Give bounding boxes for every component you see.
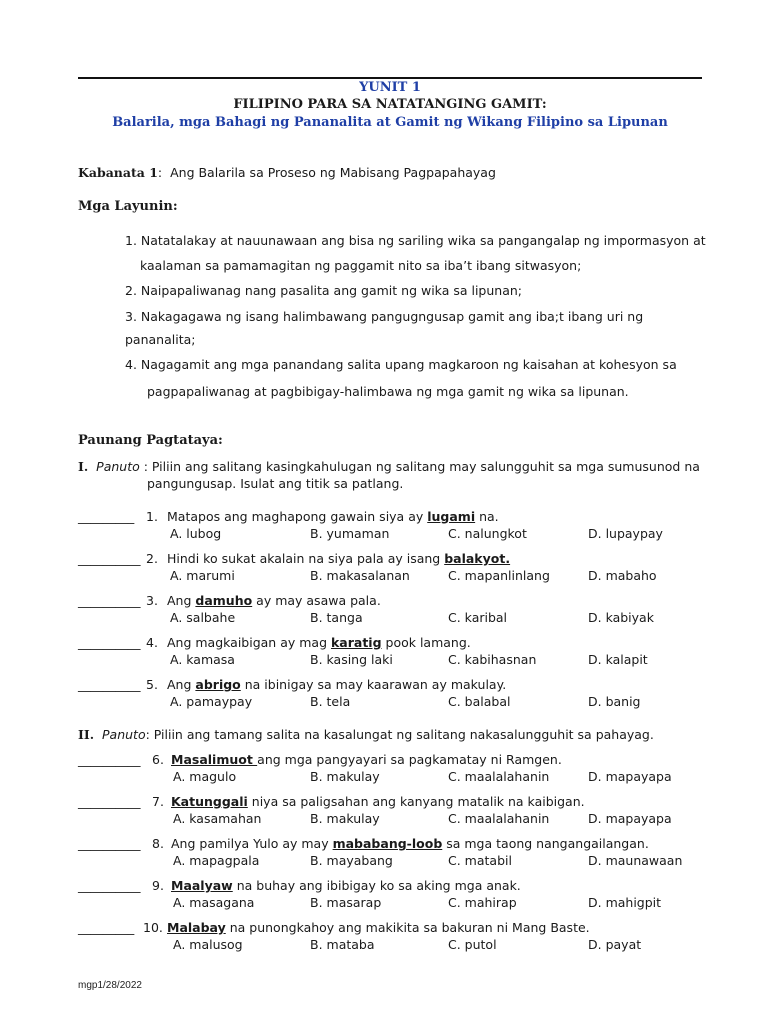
part1-label: Panuto xyxy=(96,459,140,474)
option-b: B. kasing laki xyxy=(310,652,393,667)
top-rule xyxy=(78,77,702,79)
key-word: Masalimuot xyxy=(171,752,258,767)
option-d: D. kalapit xyxy=(588,652,648,667)
answer-blank[interactable]: __________ xyxy=(78,752,141,767)
objectives-heading: Mga Layunin: xyxy=(78,199,178,214)
option-d: D. mapayapa xyxy=(588,769,672,784)
part1-instruction-cont: pangungusap. Isulat ang titik sa patlang. xyxy=(147,476,404,491)
option-a: A. magulo xyxy=(173,769,237,784)
objective-line: kaalaman sa pamamagitan ng paggamit nito sa iba’t ibang sitwasyon; xyxy=(140,258,582,273)
question-5 xyxy=(78,677,708,713)
chapter-line xyxy=(78,165,496,180)
answer-blank[interactable]: __________ xyxy=(78,551,141,566)
question-number: 3. xyxy=(146,593,158,608)
option-c: C. balabal xyxy=(448,694,511,709)
option-d: D. payat xyxy=(588,937,642,952)
question-stem: Maalyaw na buhay ang ibibigay ko sa aking mga anak. xyxy=(171,878,521,893)
question-number: 10. xyxy=(143,920,163,935)
option-d: D. mabaho xyxy=(588,568,657,583)
option-b: B. yumaman xyxy=(310,526,390,541)
objective-line: 4. Nagagamit ang mga panandang salita upang magkaroon ng kaisahan at kohesyon sa xyxy=(125,357,677,372)
document-subtitle: Balarila, mga Bahagi ng Pananalita at Gamit ng Wikang Filipino sa Lipunan xyxy=(112,115,668,130)
option-a: A. malusog xyxy=(173,937,243,952)
part2-numeral: II. xyxy=(78,727,95,742)
question-stem: Matapos ang maghapong gawain siya ay lugami na. xyxy=(167,509,499,524)
answer-blank[interactable]: __________ xyxy=(78,635,141,650)
option-c: C. mahirap xyxy=(448,895,517,910)
key-word: Katunggali xyxy=(171,794,248,809)
question-2 xyxy=(78,551,708,587)
question-number: 8. xyxy=(152,836,164,851)
option-a: A. salbahe xyxy=(170,610,236,625)
option-b: B. mayabang xyxy=(310,853,393,868)
part1-numeral: I. xyxy=(78,459,89,474)
option-c: C. maalalahanin xyxy=(448,769,550,784)
question-stem: Ang pamilya Yulo ay may mababang-loob sa mga taong nangangailangan. xyxy=(171,836,649,851)
question-stem: Masalimuot ang mga pangyayari sa pagkamatay ni Ramgen. xyxy=(171,752,562,767)
key-word: Maalyaw xyxy=(171,878,233,893)
key-word: abrigo xyxy=(195,677,241,692)
unit-heading: YUNIT 1 xyxy=(359,80,421,95)
key-word: damuho xyxy=(195,593,253,608)
question-6 xyxy=(78,752,708,788)
question-7 xyxy=(78,794,708,830)
question-10 xyxy=(78,920,708,956)
part2-text: : Piliin ang tamang salita na kasalungat ng salitang nakasalungguhit sa pahayag. xyxy=(145,727,654,742)
objective-line: pagpapaliwanag at pagbibigay-halimbawa ng mga gamit ng wika sa lipunan. xyxy=(147,384,629,399)
option-a: A. mapagpala xyxy=(173,853,260,868)
answer-blank[interactable]: __________ xyxy=(78,794,141,809)
question-stem: Ang abrigo na ibinigay sa may kaarawan ay makulay. xyxy=(167,677,507,692)
question-stem: Hindi ko sukat akalain na siya pala ay isang balakyot. xyxy=(167,551,511,566)
answer-blank[interactable]: __________ xyxy=(78,593,141,608)
question-number: 5. xyxy=(146,677,158,692)
question-8 xyxy=(78,836,708,872)
option-b: B. makasalanan xyxy=(310,568,410,583)
part2-label: Panuto xyxy=(102,727,146,742)
option-a: A. lubog xyxy=(170,526,222,541)
answer-blank[interactable]: __________ xyxy=(78,878,141,893)
chapter-title: Ang Balarila sa Proseso ng Mabisang Pagpapahayag xyxy=(170,165,496,180)
option-d: D. maunawaan xyxy=(588,853,683,868)
part1-instruction xyxy=(78,459,700,474)
option-a: A. pamaypay xyxy=(170,694,253,709)
chapter-label: Kabanata 1 xyxy=(78,165,158,180)
part2-instruction xyxy=(78,727,654,742)
key-word: lugami xyxy=(427,509,476,524)
document-title: FILIPINO PARA SA NATATANGING GAMIT: xyxy=(233,97,547,112)
option-a: A. marumi xyxy=(170,568,235,583)
question-4 xyxy=(78,635,708,671)
question-9 xyxy=(78,878,708,914)
key-word: karatig xyxy=(330,635,382,650)
option-c: C. nalungkot xyxy=(448,526,527,541)
option-a: A. kamasa xyxy=(170,652,235,667)
option-d: D. banig xyxy=(588,694,641,709)
option-d: D. kabiyak xyxy=(588,610,654,625)
option-b: B. mataba xyxy=(310,937,375,952)
part1-text: : Piliin ang salitang kasingkahulugan ng salitang may salungguhit sa mga sumusunod na xyxy=(139,459,700,474)
option-a: A. masagana xyxy=(173,895,255,910)
question-number: 1. xyxy=(146,509,158,524)
key-word: Malabay xyxy=(167,920,226,935)
option-c: C. kabihasnan xyxy=(448,652,537,667)
question-number: 2. xyxy=(146,551,158,566)
option-b: B. makulay xyxy=(310,769,380,784)
question-stem: Ang magkaibigan ay mag karatig pook lamang. xyxy=(167,635,471,650)
option-d: D. mahigpit xyxy=(588,895,662,910)
question-number: 6. xyxy=(152,752,164,767)
question-number: 4. xyxy=(146,635,158,650)
option-b: B. makulay xyxy=(310,811,380,826)
question-3 xyxy=(78,593,708,629)
option-d: D. mapayapa xyxy=(588,811,672,826)
key-word: balakyot. xyxy=(444,551,511,566)
option-d: D. lupaypay xyxy=(588,526,663,541)
option-c: C. karibal xyxy=(448,610,508,625)
objective-line: pananalita; xyxy=(125,332,196,347)
objective-line: 3. Nakagagawa ng isang halimbawang pangugngusap gamit ang iba;t ibang uri ng xyxy=(125,309,644,324)
option-c: C. mapanlinlang xyxy=(448,568,550,583)
key-word: mababang-loob xyxy=(332,836,443,851)
pretest-heading: Paunang Pagtataya: xyxy=(78,433,223,448)
option-c: C. putol xyxy=(448,937,497,952)
answer-blank[interactable]: __________ xyxy=(78,836,141,851)
option-c: C. maalalahanin xyxy=(448,811,550,826)
option-b: B. tanga xyxy=(310,610,363,625)
answer-blank[interactable]: __________ xyxy=(78,677,141,692)
question-stem: Ang damuho ay may asawa pala. xyxy=(167,593,381,608)
question-number: 9. xyxy=(152,878,164,893)
question-number: 7. xyxy=(152,794,164,809)
footer-code: mgp1/28/2022 xyxy=(78,980,142,991)
option-b: B. tela xyxy=(310,694,351,709)
question-stem: Malabay na punongkahoy ang makikita sa bakuran ni Mang Baste. xyxy=(167,920,590,935)
answer-blank[interactable]: _________ xyxy=(78,509,135,524)
question-stem: Katunggali niya sa paligsahan ang kanyang matalik na kaibigan. xyxy=(171,794,585,809)
option-a: A. kasamahan xyxy=(173,811,262,826)
option-b: B. masarap xyxy=(310,895,382,910)
chapter-sep: : xyxy=(157,165,163,180)
objective-line: 2. Naipapaliwanag nang pasalita ang gamit ng wika sa lipunan; xyxy=(125,283,523,298)
answer-blank[interactable]: _________ xyxy=(78,920,135,935)
option-c: C. matabil xyxy=(448,853,512,868)
objective-line: 1. Natatalakay at nauunawaan ang bisa ng sariling wika sa pangangalap ng impormasyon at xyxy=(125,233,706,248)
question-1 xyxy=(78,509,708,545)
